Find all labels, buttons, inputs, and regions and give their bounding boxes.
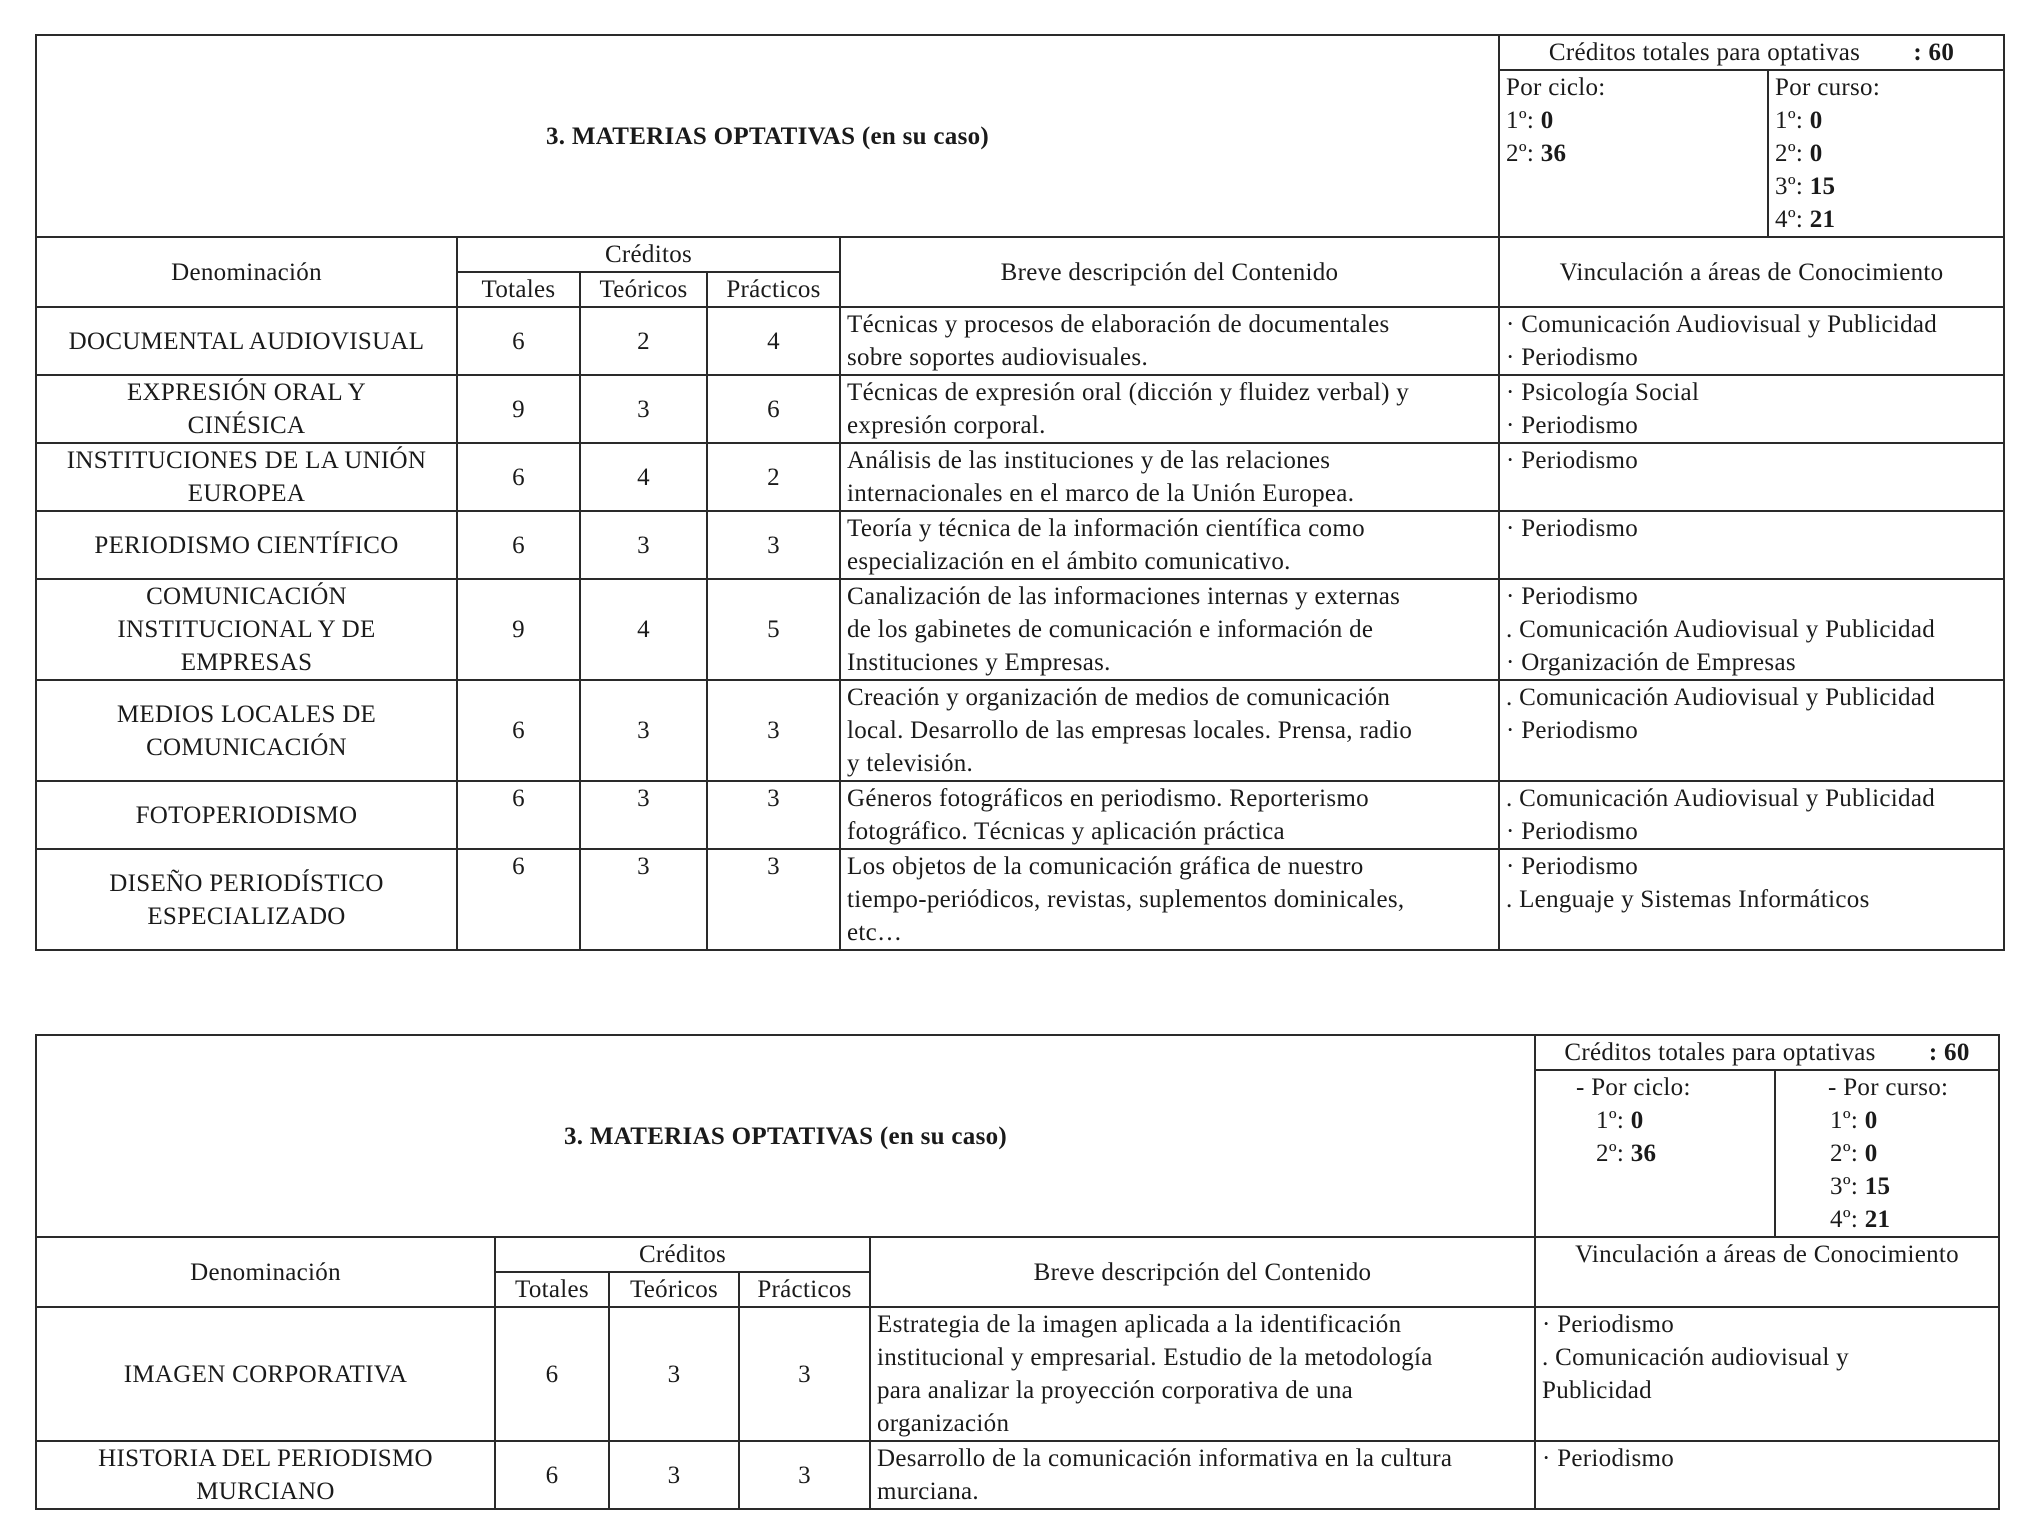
por-curso xyxy=(1775,1070,1999,1237)
row-descripcion: Canalización de las informaciones internas y externas de los gabinetes de comunicación e información de Instituciones y Empresas. xyxy=(840,579,1499,680)
por-curso xyxy=(1768,70,2004,237)
row-practicos: 3 xyxy=(739,1307,870,1441)
row-denominacion: MEDIOS LOCALES DE COMUNICACIÓN xyxy=(36,680,457,781)
row-totales: 9 xyxy=(457,375,580,443)
por-curso-4: 4º: 21 xyxy=(1775,206,1836,233)
por-ciclo-1: 1º: 0 xyxy=(1506,107,1554,134)
row-teoricos: 3 xyxy=(580,849,707,950)
row-practicos: 3 xyxy=(707,849,840,950)
table-row xyxy=(36,307,2004,375)
row-totales: 6 xyxy=(457,443,580,511)
row-descripcion: Técnicas de expresión oral (dicción y fluidez verbal) y expresión corporal. xyxy=(840,375,1499,443)
col-totales: Totales xyxy=(495,1272,609,1307)
por-ciclo-label: - Por ciclo: xyxy=(1576,1074,1691,1101)
row-teoricos: 3 xyxy=(609,1441,739,1509)
row-teoricos: 4 xyxy=(580,579,707,680)
credits-total-value: : 60 xyxy=(1913,39,1955,66)
row-areas: · Periodismo xyxy=(1499,511,2004,579)
row-practicos: 3 xyxy=(739,1441,870,1509)
row-denominacion: COMUNICACIÓN INSTITUCIONAL Y DE EMPRESAS xyxy=(36,579,457,680)
col-practicos: Prácticos xyxy=(739,1272,870,1307)
row-practicos: 3 xyxy=(707,781,840,849)
row-practicos: 6 xyxy=(707,375,840,443)
row-descripcion: Estrategia de la imagen aplicada a la identificación institucional y empresarial. Estudio de la metodología para analizar la proyección corporativa de una organización xyxy=(870,1307,1535,1441)
row-teoricos: 3 xyxy=(580,781,707,849)
row-areas: · Comunicación Audiovisual y Publicidad · Periodismo xyxy=(1499,307,2004,375)
row-descripcion: Creación y organización de medios de comunicación local. Desarrollo de las empresas locales. Prensa, radio y televisión. xyxy=(840,680,1499,781)
row-areas: · Periodismo . Lenguaje y Sistemas Informáticos xyxy=(1499,849,2004,950)
por-curso-1: 1º: 0 xyxy=(1830,1107,1878,1134)
row-denominacion: PERIODISMO CIENTÍFICO xyxy=(36,511,457,579)
col-creditos: Créditos xyxy=(457,237,840,272)
por-ciclo-2: 2º: 36 xyxy=(1506,140,1567,167)
por-curso-3: 3º: 15 xyxy=(1775,173,1836,200)
credits-total-label: Créditos totales para optativas xyxy=(1564,1039,1876,1066)
row-denominacion: DISEÑO PERIODÍSTICO ESPECIALIZADO xyxy=(36,849,457,950)
col-vinculacion: Vinculación a áreas de Conocimiento xyxy=(1535,1237,1999,1307)
row-totales: 6 xyxy=(457,680,580,781)
por-curso-3: 3º: 15 xyxy=(1830,1173,1891,1200)
row-descripcion: Los objetos de la comunicación gráfica de nuestro tiempo-periódicos, revistas, suplementos dominicales, etc… xyxy=(840,849,1499,950)
row-practicos: 5 xyxy=(707,579,840,680)
row-practicos: 3 xyxy=(707,680,840,781)
table-row xyxy=(36,1307,1999,1441)
row-totales: 9 xyxy=(457,579,580,680)
col-creditos: Créditos xyxy=(495,1237,870,1272)
table-title: 3. MATERIAS OPTATIVAS (en su caso) xyxy=(36,1035,1535,1237)
optativas-table-1 xyxy=(35,34,2005,951)
row-teoricos: 2 xyxy=(580,307,707,375)
row-practicos: 2 xyxy=(707,443,840,511)
row-areas: · Periodismo . Comunicación Audiovisual y Publicidad · Organización de Empresas xyxy=(1499,579,2004,680)
por-curso-label: - Por curso: xyxy=(1828,1074,1949,1101)
table-row xyxy=(36,579,2004,680)
por-curso-label: Por curso: xyxy=(1775,74,1881,101)
credits-total xyxy=(1535,1035,1999,1070)
row-totales: 6 xyxy=(457,511,580,579)
row-denominacion: IMAGEN CORPORATIVA xyxy=(36,1307,495,1441)
row-totales: 6 xyxy=(457,781,580,849)
credits-total-label: Créditos totales para optativas xyxy=(1548,39,1861,66)
row-practicos: 4 xyxy=(707,307,840,375)
row-denominacion: DOCUMENTAL AUDIOVISUAL xyxy=(36,307,457,375)
row-practicos: 3 xyxy=(707,511,840,579)
row-areas: · Periodismo . Comunicación audiovisual y Publicidad xyxy=(1535,1307,1999,1441)
col-denominacion: Denominación xyxy=(36,1237,495,1307)
table-row xyxy=(36,511,2004,579)
credits-total-value: : 60 xyxy=(1928,1039,1970,1066)
por-curso-2: 2º: 0 xyxy=(1775,140,1823,167)
row-descripcion: Desarrollo de la comunicación informativa en la cultura murciana. xyxy=(870,1441,1535,1509)
optativas-table-2 xyxy=(35,1034,2000,1510)
row-teoricos: 3 xyxy=(580,375,707,443)
row-descripcion: Análisis de las instituciones y de las relaciones internacionales en el marco de la Unión Europea. xyxy=(840,443,1499,511)
row-totales: 6 xyxy=(457,307,580,375)
table-row xyxy=(36,375,2004,443)
por-curso-2: 2º: 0 xyxy=(1830,1140,1878,1167)
col-teoricos: Teóricos xyxy=(609,1272,739,1307)
col-practicos: Prácticos xyxy=(707,272,840,307)
por-curso-4: 4º: 21 xyxy=(1830,1206,1891,1233)
por-ciclo xyxy=(1499,70,1768,237)
row-teoricos: 3 xyxy=(580,511,707,579)
credits-total xyxy=(1499,35,2004,70)
row-denominacion: HISTORIA DEL PERIODISMO MURCIANO xyxy=(36,1441,495,1509)
row-denominacion: FOTOPERIODISMO xyxy=(36,781,457,849)
table-row xyxy=(36,1441,1999,1509)
table-row xyxy=(36,849,2004,950)
row-totales: 6 xyxy=(457,849,580,950)
por-ciclo-label: Por ciclo: xyxy=(1506,74,1606,101)
row-teoricos: 4 xyxy=(580,443,707,511)
col-totales: Totales xyxy=(457,272,580,307)
por-ciclo-2: 2º: 36 xyxy=(1596,1140,1657,1167)
col-denominacion: Denominación xyxy=(36,237,457,307)
row-teoricos: 3 xyxy=(580,680,707,781)
col-descripcion: Breve descripción del Contenido xyxy=(840,237,1499,307)
por-curso-1: 1º: 0 xyxy=(1775,107,1823,134)
table-row xyxy=(36,443,2004,511)
por-ciclo-1: 1º: 0 xyxy=(1596,1107,1644,1134)
col-teoricos: Teóricos xyxy=(580,272,707,307)
table-row xyxy=(36,680,2004,781)
row-totales: 6 xyxy=(495,1307,609,1441)
row-denominacion: EXPRESIÓN ORAL Y CINÉSICA xyxy=(36,375,457,443)
row-areas: · Periodismo xyxy=(1499,443,2004,511)
row-teoricos: 3 xyxy=(609,1307,739,1441)
row-areas: · Psicología Social · Periodismo xyxy=(1499,375,2004,443)
col-vinculacion: Vinculación a áreas de Conocimiento xyxy=(1499,237,2004,307)
row-denominacion: INSTITUCIONES DE LA UNIÓN EUROPEA xyxy=(36,443,457,511)
row-descripcion: Géneros fotográficos en periodismo. Reporterismo fotográfico. Técnicas y aplicación práctica xyxy=(840,781,1499,849)
row-areas: · Periodismo xyxy=(1535,1441,1999,1509)
row-areas: . Comunicación Audiovisual y Publicidad · Periodismo xyxy=(1499,680,2004,781)
row-descripcion: Técnicas y procesos de elaboración de documentales sobre soportes audiovisuales. xyxy=(840,307,1499,375)
row-descripcion: Teoría y técnica de la información científica como especialización en el ámbito comunicativo. xyxy=(840,511,1499,579)
row-totales: 6 xyxy=(495,1441,609,1509)
table-title: 3. MATERIAS OPTATIVAS (en su caso) xyxy=(36,35,1499,237)
col-descripcion: Breve descripción del Contenido xyxy=(870,1237,1535,1307)
row-areas: . Comunicación Audiovisual y Publicidad · Periodismo xyxy=(1499,781,2004,849)
table-row xyxy=(36,781,2004,849)
por-ciclo xyxy=(1535,1070,1775,1237)
